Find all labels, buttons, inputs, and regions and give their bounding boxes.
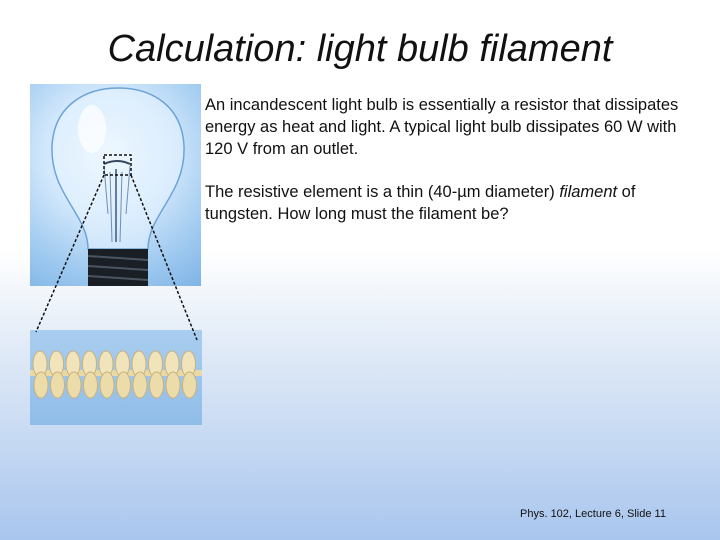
- question-text-end: of tungsten. How long must the filament be?: [205, 183, 636, 223]
- paragraph-bulb-description: An incandescent light bulb is essentially a resistor that dissipates energy as heat and light. A typical light bulb dissipates 60 W with 120 V from an outlet.: [205, 96, 679, 158]
- slide-body: [205, 94, 685, 246]
- zoom-box: [104, 155, 131, 175]
- paragraph-question: [205, 181, 685, 225]
- zoom-line-left: [36, 175, 104, 332]
- question-text-start: The resistive element is a thin (40-µm diameter): [205, 183, 560, 201]
- filament-term: filament: [559, 183, 618, 201]
- slide-footer: Phys. 102, Lecture 6, Slide 11: [520, 508, 666, 520]
- zoom-line-right: [131, 175, 197, 340]
- slide-title: Calculation: light bulb filament: [107, 28, 613, 70]
